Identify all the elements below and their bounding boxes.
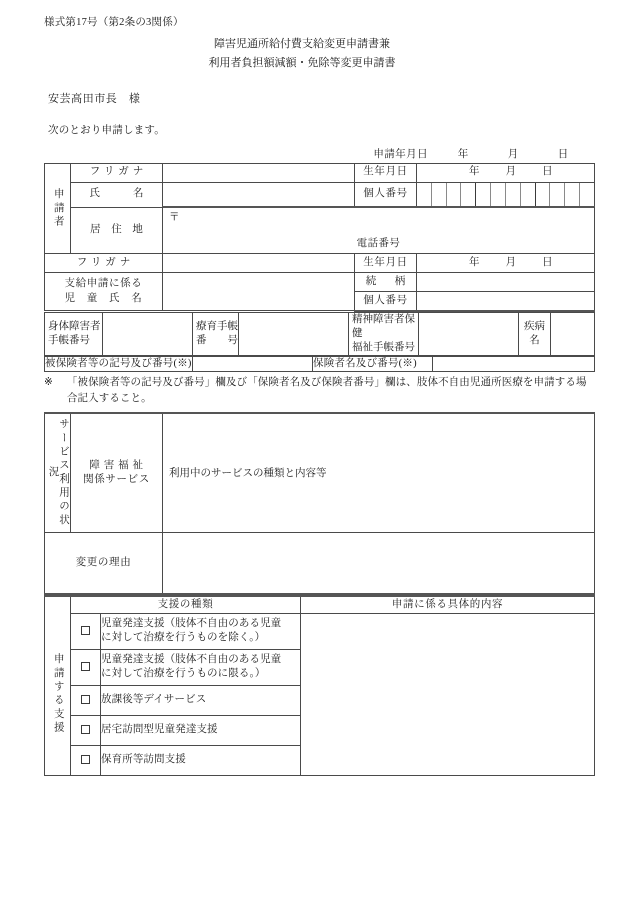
support-checkbox-0[interactable] — [71, 613, 101, 649]
insurance-row — [45, 357, 595, 372]
application-date-row — [44, 146, 594, 161]
applicant-birth-day: 日 — [542, 166, 553, 178]
support-detail-header: 申請に係る具体的内容 — [301, 596, 595, 613]
disease-name-label: 疾病名 — [519, 312, 551, 356]
applicant-address-input[interactable] — [163, 207, 595, 254]
welfare-service-label-line1: 障 害 福 祉 — [89, 459, 144, 471]
support-label-0-line2: に対して治療を行うものを除く。） — [101, 632, 266, 644]
checkbox-icon[interactable] — [81, 695, 90, 704]
child-name-input[interactable] — [163, 273, 355, 311]
ryoiku-label-line1: 療育手帳 — [196, 320, 238, 332]
disease-name-input[interactable] — [551, 312, 595, 356]
support-label-2: 放課後等デイサービス — [101, 685, 301, 715]
service-content-heading: 利用中のサービスの種類と内容等 — [169, 468, 327, 480]
checkbox-icon[interactable] — [81, 662, 90, 671]
ryoiku-certificate-input[interactable] — [239, 312, 349, 356]
support-checkbox-2[interactable] — [71, 685, 101, 715]
lead-sentence: 次のとおり申請します。 — [48, 124, 165, 136]
mental-certificate-input[interactable] — [419, 312, 519, 356]
support-label-4: 保育所等訪問支援 — [101, 745, 301, 775]
support-side-label — [45, 613, 71, 775]
footnote-mark: ※ — [44, 377, 53, 389]
child-furigana-input[interactable] — [163, 254, 355, 273]
certificates-row — [45, 312, 595, 356]
ryoiku-certificate-label — [193, 312, 239, 356]
child-name-label-line2: 児 童 氏 名 — [64, 292, 143, 304]
support-checkbox-1[interactable] — [71, 649, 101, 685]
child-birth-day: 日 — [542, 256, 553, 268]
support-type-header: 支援の種類 — [71, 596, 301, 613]
document-title — [44, 35, 594, 74]
applicant-name-input[interactable] — [163, 182, 355, 207]
applicant-side-label — [45, 163, 71, 254]
support-checkbox-3[interactable] — [71, 715, 101, 745]
applicant-tel-label: 電話番号 — [356, 237, 401, 249]
physical-label-line2: 手帳番号 — [48, 334, 90, 346]
child-birth-month: 月 — [505, 256, 517, 268]
application-date-month: 月 — [507, 148, 519, 160]
service-content-input[interactable] — [163, 413, 595, 533]
applicant-birth-year: 年 — [468, 166, 480, 178]
checkbox-icon[interactable] — [81, 755, 90, 764]
certificates-table — [44, 312, 595, 357]
applicant-mynumber-input[interactable] — [417, 182, 595, 207]
application-date-year: 年 — [457, 148, 469, 160]
support-label-0 — [101, 613, 301, 649]
child-relation-input[interactable] — [417, 273, 595, 292]
support-side-label-text: 申請する支援 — [52, 652, 64, 735]
applicant-furigana-label: フリガナ — [71, 163, 163, 182]
support-label-1-line1: 児童発達支援（肢体不自由のある児童 — [101, 654, 282, 666]
child-birth-year: 年 — [468, 256, 480, 268]
insured-symbol-input[interactable] — [193, 357, 313, 372]
mental-label-line2: 福祉手帳番号 — [352, 341, 415, 353]
applicant-mynumber-label: 個人番号 — [355, 182, 417, 207]
ryoiku-label-line2: 番 号 — [196, 334, 238, 346]
child-mynumber-label: 個人番号 — [355, 292, 417, 311]
applicant-furigana-input[interactable] — [163, 163, 355, 182]
welfare-service-label-line2: 関係サービス — [83, 473, 150, 485]
child-name-label — [45, 273, 163, 311]
insured-symbol-label: 被保険者等の記号及び番号(※) — [45, 357, 193, 372]
addressee: 安芸高田市長 様 — [48, 92, 141, 105]
document-title-line1: 障害児通所給付費支給変更申請書兼 — [214, 38, 390, 50]
child-birthdate-input[interactable] — [417, 254, 595, 273]
footnote-text: 「被保険者等の記号及び番号」欄及び「保険者名及び保険者番号」欄は、肢体不自由児通所医療を申請する場合記入すること。 — [66, 377, 587, 404]
applicant-table — [44, 163, 595, 312]
applicant-birthdate-label: 生年月日 — [355, 163, 417, 182]
insurance-table — [44, 356, 595, 372]
applicant-birthdate-input[interactable] — [417, 163, 595, 182]
service-status-side-label-text: サービス利用の状況 — [47, 418, 69, 528]
change-reason-input[interactable] — [163, 532, 595, 594]
form-number: 様式第17号（第2条の3関係） — [44, 17, 184, 28]
applicant-furigana-row — [45, 163, 595, 182]
child-furigana-row — [45, 254, 595, 273]
child-mynumber-input[interactable] — [417, 292, 595, 311]
physical-certificate-input[interactable] — [103, 312, 193, 356]
support-row — [45, 613, 595, 649]
welfare-service-label — [71, 413, 163, 533]
support-detail-input[interactable] — [301, 613, 595, 775]
mental-label-line1: 精神障害者保健 — [352, 313, 415, 339]
footnote — [44, 375, 594, 407]
child-name-label-line1: 支給申請に係る — [64, 278, 143, 290]
child-furigana-label: フリガナ — [45, 254, 163, 273]
applicant-name-row — [45, 182, 595, 207]
application-date-label: 申請年月日 — [373, 148, 428, 160]
application-date-fields[interactable] — [438, 146, 588, 161]
service-status-side-label — [45, 413, 71, 533]
applicant-mynumber-grid[interactable] — [417, 183, 594, 207]
child-name-row — [45, 273, 595, 292]
document-title-line2: 利用者負担額減額・免除等変更申請書 — [208, 57, 396, 70]
applicant-name-label: 氏 名 — [71, 182, 163, 207]
support-checkbox-4[interactable] — [71, 745, 101, 775]
physical-label-line1: 身体障害者 — [48, 320, 101, 332]
checkbox-icon[interactable] — [81, 725, 90, 734]
insurer-name-input[interactable] — [433, 357, 595, 372]
support-label-1-line2: に対して治療を行うものに限る。） — [101, 668, 266, 680]
postal-mark: 〒 — [169, 212, 180, 223]
service-status-table — [44, 412, 595, 596]
support-table — [44, 595, 595, 776]
support-label-3: 居宅訪問型児童発達支援 — [101, 715, 301, 745]
support-label-1 — [101, 649, 301, 685]
physical-certificate-label — [45, 312, 103, 356]
checkbox-icon[interactable] — [81, 626, 90, 635]
change-reason-label: 変更の理由 — [45, 532, 163, 594]
insurer-name-label: 保険者名及び番号(※) — [313, 357, 433, 372]
applicant-side-label-text: 申請者 — [52, 187, 64, 229]
applicant-address-label: 居 住 地 — [71, 207, 163, 254]
support-header-spacer — [45, 596, 71, 613]
support-label-0-line1: 児童発達支援（肢体不自由のある児童 — [101, 618, 282, 630]
child-relation-label: 続 柄 — [355, 273, 417, 292]
service-status-row — [45, 413, 595, 533]
child-birthdate-label: 生年月日 — [355, 254, 417, 273]
mental-certificate-label — [349, 312, 419, 356]
applicant-birth-month: 月 — [505, 166, 517, 178]
change-reason-row — [45, 532, 595, 594]
application-date-day: 日 — [557, 148, 569, 160]
support-header-row — [45, 596, 595, 613]
